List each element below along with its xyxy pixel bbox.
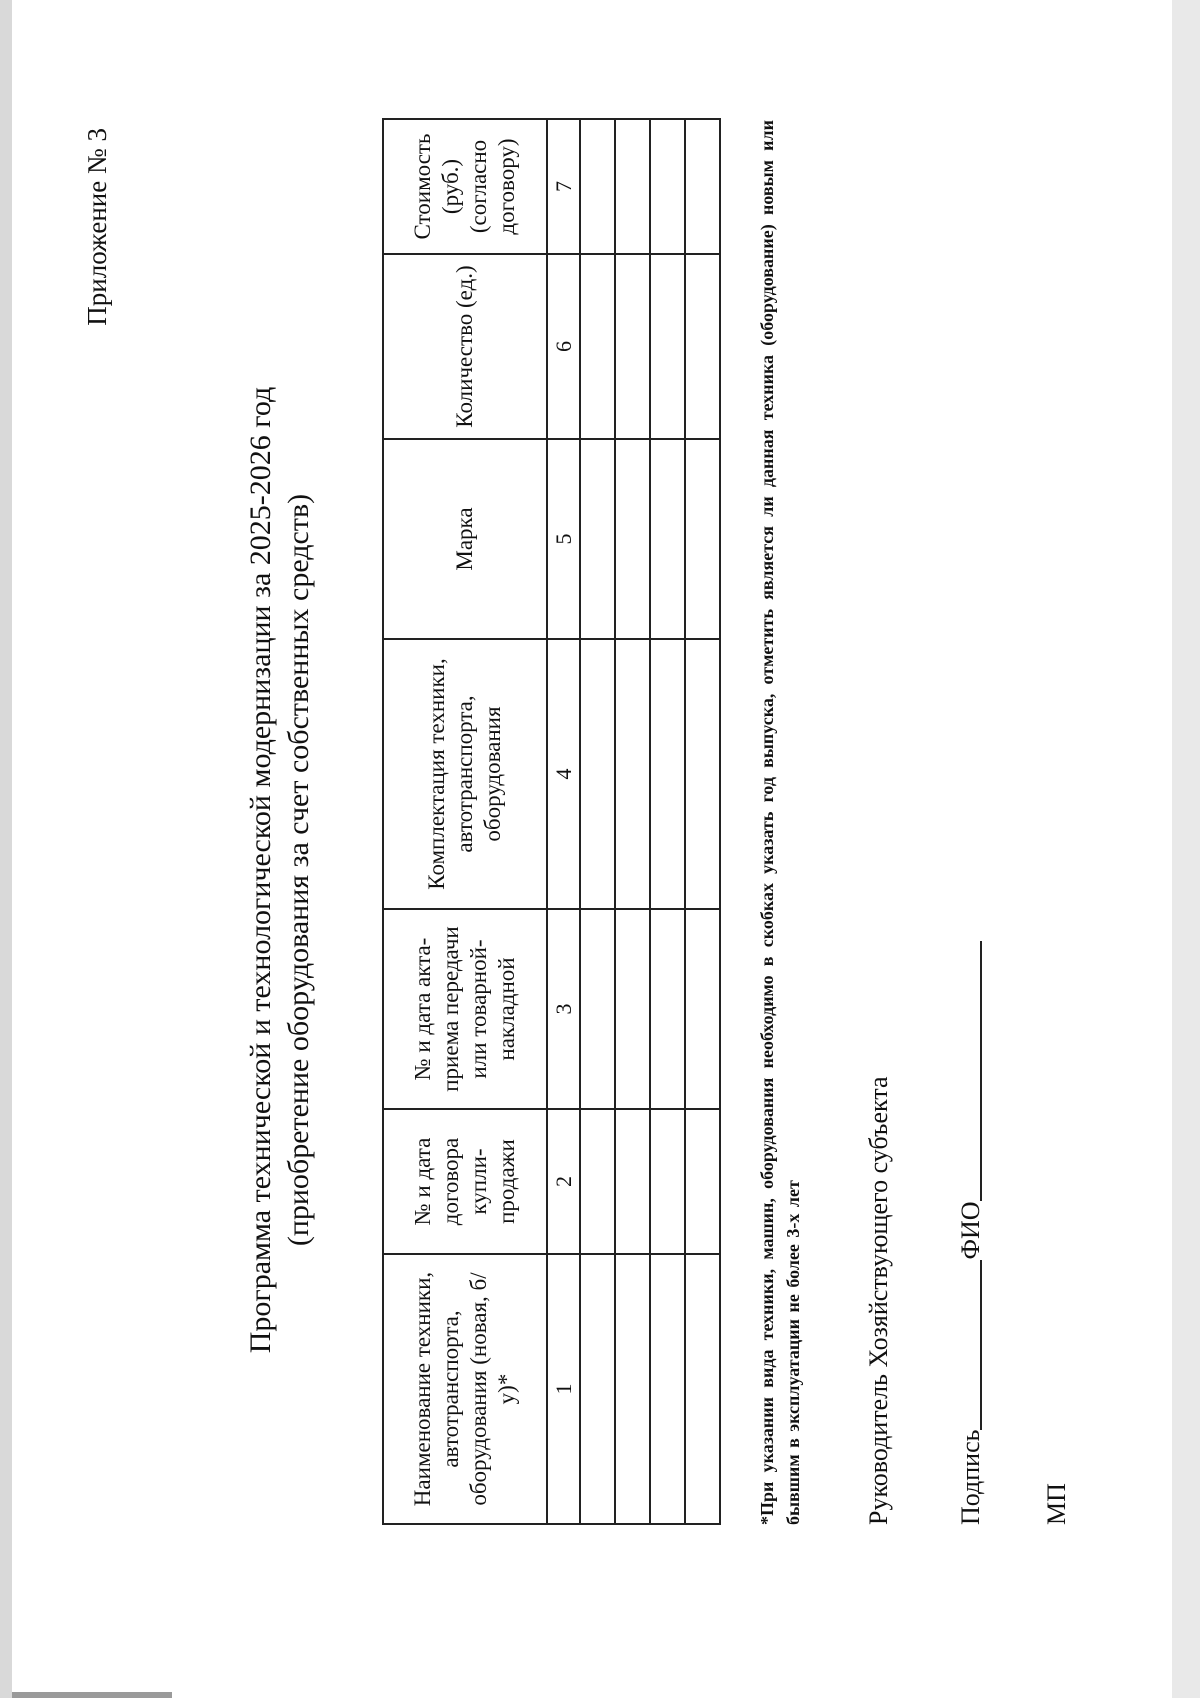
header-brand: Марка xyxy=(383,439,547,639)
scan-edge-bottom xyxy=(12,1692,172,1698)
document-page xyxy=(12,0,1172,1698)
table-cell xyxy=(580,254,615,439)
table-cell xyxy=(650,639,685,909)
table-cell xyxy=(685,439,720,639)
table-cell xyxy=(685,119,720,254)
column-number: 4 xyxy=(547,639,580,909)
table-cell xyxy=(650,119,685,254)
title-line-1: Программа технической и технологической модернизации за 2025-2026 год xyxy=(244,386,277,1354)
table-cell xyxy=(615,1109,650,1254)
table-cell xyxy=(580,909,615,1109)
table-cell xyxy=(650,439,685,639)
table-cell xyxy=(685,1254,720,1524)
table-cell xyxy=(580,1254,615,1524)
column-number: 3 xyxy=(547,909,580,1109)
stamp-label: МП xyxy=(1042,1483,1071,1525)
document-title xyxy=(242,90,318,1650)
header-transfer-act: № и дата акта-приема передачи или товарной-накладной xyxy=(383,909,547,1109)
table-cell xyxy=(685,639,720,909)
column-number: 7 xyxy=(547,119,580,254)
name-label: ФИО xyxy=(956,1201,985,1260)
table-row xyxy=(580,119,615,1524)
signature-blank xyxy=(954,1260,982,1430)
table-cell xyxy=(615,254,650,439)
column-number: 2 xyxy=(547,1109,580,1254)
appendix-label: Приложение № 3 xyxy=(82,128,112,326)
name-blank xyxy=(954,941,982,1201)
header-equipment-name: Наименование техники, автотранспорта, оборудования (новая, б/у)* xyxy=(383,1254,547,1524)
rotated-content xyxy=(32,90,1142,1650)
table-cell xyxy=(615,439,650,639)
table-cell xyxy=(615,909,650,1109)
column-number: 6 xyxy=(547,254,580,439)
header-cost: Стоимость (руб.) (согласно договору) xyxy=(383,119,547,254)
title-line-2: (приобретение оборудования за счет собственных средств) xyxy=(282,493,315,1247)
footnote: *При указании вида техники, машин, оборудования необходимо в скобках указать год выпуска, отметить является ли данная техника (оборудование) новым или бывшим в эксплуатации не более 3-х лет xyxy=(757,120,803,1525)
column-number: 1 xyxy=(547,1254,580,1524)
table-cell xyxy=(685,254,720,439)
signature-line xyxy=(954,941,986,1525)
table-header-row xyxy=(383,119,547,1524)
table-cell xyxy=(580,1109,615,1254)
table-cell xyxy=(580,639,615,909)
header-quantity: Количество (ед.) xyxy=(383,254,547,439)
table-cell xyxy=(685,909,720,1109)
table-cell xyxy=(650,254,685,439)
signature-label: Подпись xyxy=(956,1429,985,1525)
scan-edge-left xyxy=(0,0,12,1698)
column-number-row xyxy=(547,119,580,1524)
table-cell xyxy=(615,119,650,254)
column-number: 5 xyxy=(547,439,580,639)
table-row xyxy=(650,119,685,1524)
manager-label: Руководитель Хозяйствующего субъекта xyxy=(864,1076,893,1525)
table-cell xyxy=(685,1109,720,1254)
equipment-table xyxy=(382,118,721,1525)
table-cell xyxy=(650,1109,685,1254)
table-cell xyxy=(650,909,685,1109)
header-sales-contract: № и дата договора купли-продажи xyxy=(383,1109,547,1254)
table-cell xyxy=(580,439,615,639)
table-cell xyxy=(615,639,650,909)
table-row xyxy=(615,119,650,1524)
header-configuration: Комплектация техники, автотранспорта, оборудования xyxy=(383,639,547,909)
table-cell xyxy=(580,119,615,254)
table-row xyxy=(685,119,720,1524)
table-cell xyxy=(615,1254,650,1524)
table-cell xyxy=(650,1254,685,1524)
